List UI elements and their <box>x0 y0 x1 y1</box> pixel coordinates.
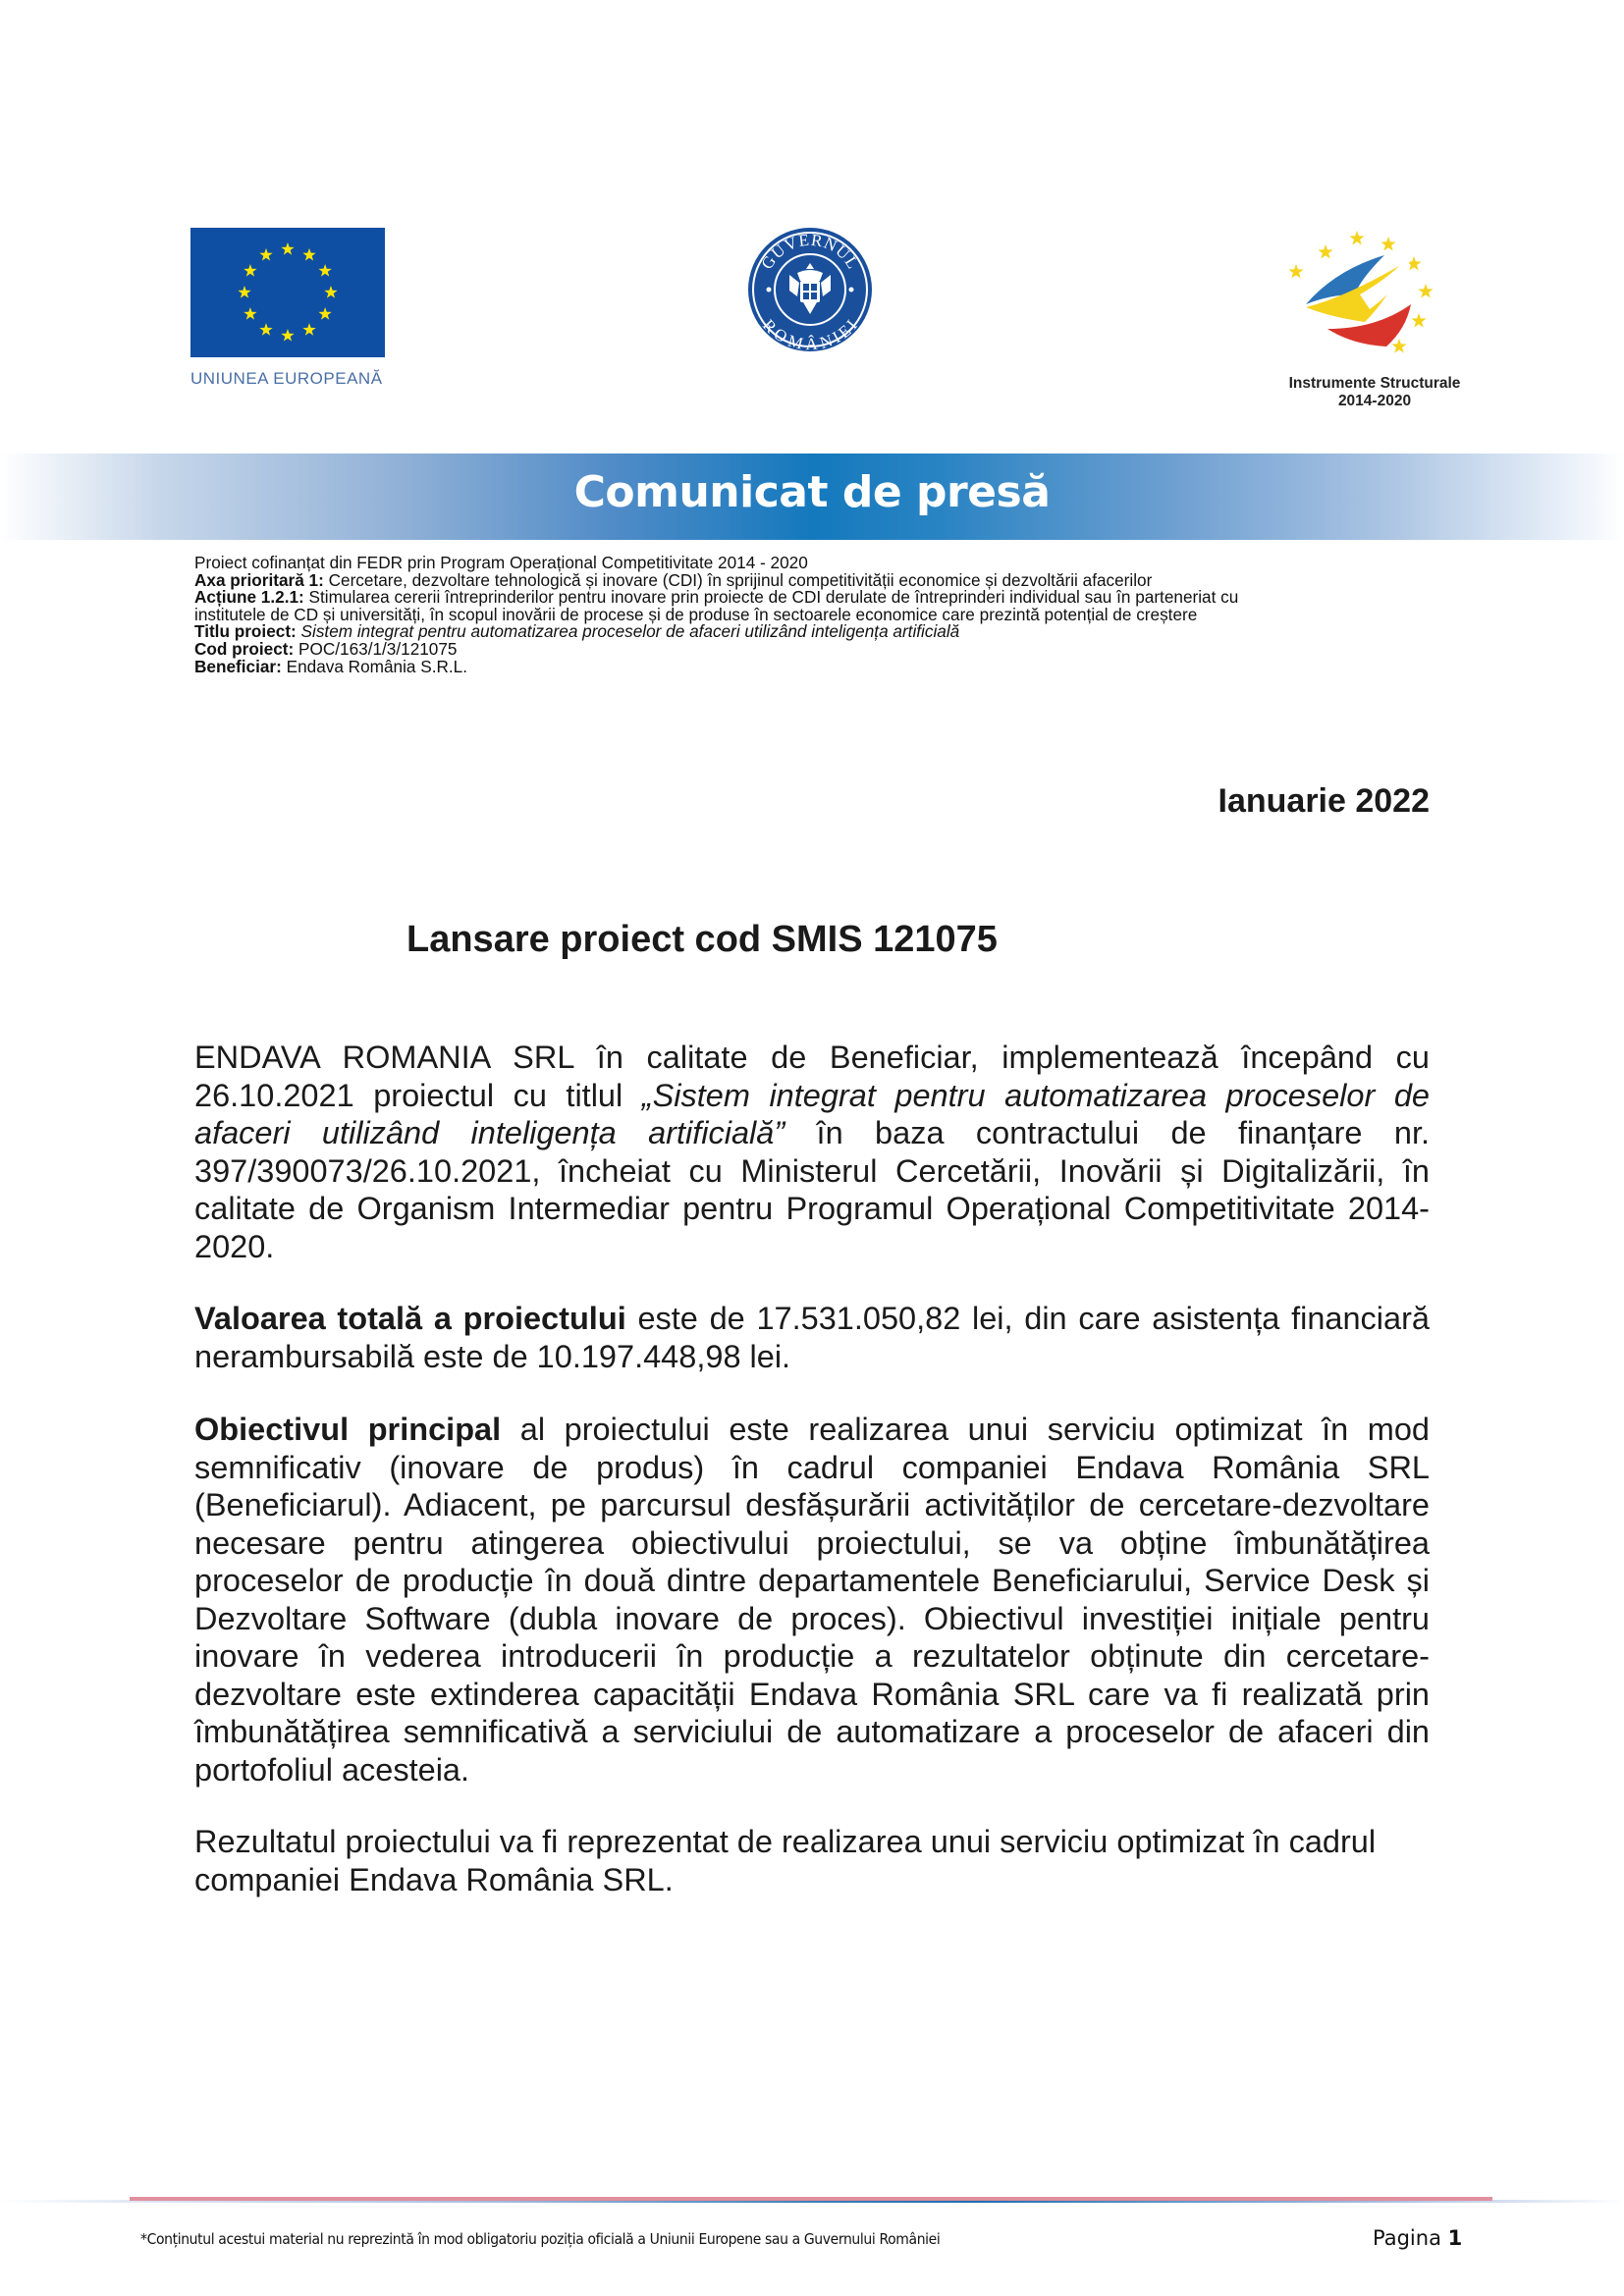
p2-text: este de 17.531.050,82 lei, din care asistența financiară nerambursabilă este de 10.197.448,98 lei. <box>194 1301 1430 1374</box>
info-action-text: Stimularea cererii întreprinderilor pentru inovare prin proiecte de CDI derulate de întreprinderi individual sau în parteneriat cu <box>303 587 1239 608</box>
p1-project-title: „Sistem integrat pentru automatizarea proceselor de afaceri utilizând inteligența artificială” <box>194 1077 1430 1150</box>
p3-text: al proiectului este realizarea unui serviciu optimizat în mod semnificativ (inovare de produs) în cadrul companiei Endava România SRL (Beneficiarul). Adiacent, pe parcursul desfășurării activităților de cercetare-dezvoltare necesare pentru atingerea obiectivului proiectului, se va obține îmbunătățirea proceselor de producție în două dintre departamentele Beneficiarului, Service Desk și Dezvoltare Software (dubla inovare de proces). Obiectivul investiției inițiale pentru inovare în vederea introducerii în producție a rezultatelor obținute din cercetare-dezvoltare este extinderea capacității Endava România SRL care va fi realizată prin îmbunătățirea semnificativă a serviciului de automatizare a proceselor de afaceri din portofoliul acesteia. <box>194 1412 1431 1788</box>
page-label: Pagina <box>1373 2226 1441 2250</box>
release-date: Ianuarie 2022 <box>1218 782 1430 820</box>
info-action-line-2: institutele de CD și universități, în scopul inovării de procese și de produse în sectoarele economice care prezintă potențial de creștere <box>194 604 1198 624</box>
footer-divider-pink <box>130 2197 1492 2201</box>
p3-bold-label: Obiectivul principal <box>194 1412 502 1447</box>
p1-text-a: ENDAVA ROMANIA SRL în calitate de Beneficiar, implementează începând cu 26.10.2021 proiectul cu titlul <box>194 1040 1430 1113</box>
document-title: Lansare proiect cod SMIS 121075 <box>406 919 998 960</box>
eu-star-icon <box>281 242 294 255</box>
eu-star-icon <box>318 307 331 320</box>
eu-flag-icon <box>190 228 385 357</box>
is-star-icon <box>1418 284 1433 297</box>
paragraph-total-value <box>194 1300 1430 1375</box>
info-action-label: Acțiune 1.2.1: <box>194 587 304 608</box>
eu-star-icon <box>259 248 272 261</box>
is-label-line1: Instrumente Structurale <box>1288 375 1461 392</box>
eu-star-icon <box>302 248 315 261</box>
gov-bottom-text: ROMÂNIEI <box>759 315 862 353</box>
structural-instruments-label <box>1267 375 1483 410</box>
paragraph-main-objective <box>194 1411 1430 1789</box>
paragraph-implementation <box>194 1039 1430 1265</box>
is-star-icon <box>1288 264 1303 278</box>
eu-star-icon <box>244 307 256 320</box>
info-title-label: Titlu proiect: <box>194 621 297 642</box>
is-star-icon <box>1411 313 1426 327</box>
p1-text-b: în baza contractului de finanțare nr. 397/390073/26.10.2021, încheiat cu Ministerul Cercetării, Inovării și Digitalizării, în calitate de Organism Intermediar pentru Programul Operațional Competitivitate 2014-2020. <box>194 1115 1431 1264</box>
eu-logo-label: UNIUNEA EUROPEANĂ <box>190 369 383 388</box>
banner-title: Comunicat de presă <box>573 467 1051 517</box>
eu-star-icon <box>318 264 331 277</box>
info-cofinancing-line: Proiect cofinanțat din FEDR prin Program Operațional Competitivitate 2014 - 2020 <box>194 553 808 572</box>
eu-star-icon <box>324 286 337 298</box>
eu-logo <box>190 228 387 389</box>
page-number <box>1373 2226 1462 2250</box>
eu-star-icon <box>244 264 256 277</box>
info-axis-label: Axa prioritară 1: <box>194 569 324 590</box>
info-beneficiary-line <box>194 656 1471 676</box>
footer-divider <box>0 2197 1624 2203</box>
eu-star-icon <box>259 323 272 336</box>
footer-disclaimer: *Conținutul acestui material nu reprezintă în mod obligatoriu poziția oficială a Uniunii Europene sau a Guvernului României <box>140 2230 941 2248</box>
info-axis-text: Cercetare, dezvoltare tehnologică și inovare (CDI) în sprijinul competitivității economice și dezvoltării afacerilor <box>323 569 1153 590</box>
structural-instruments-logo <box>1267 221 1483 410</box>
project-info <box>194 555 1471 675</box>
info-beneficiary-label: Beneficiar: <box>194 656 282 676</box>
eu-star-icon <box>281 329 294 342</box>
gov-top-text: GUVERNUL <box>757 230 863 273</box>
is-star-icon <box>1318 244 1332 258</box>
info-code-label: Cod proiect: <box>194 638 295 659</box>
press-release-banner <box>0 454 1624 540</box>
eu-star-icon <box>238 286 250 298</box>
page-number-value: 1 <box>1447 2226 1463 2250</box>
is-star-icon <box>1349 231 1364 244</box>
info-beneficiary-text: Endava România S.R.L. <box>281 656 468 676</box>
info-code-text: POC/163/1/3/121075 <box>294 638 458 659</box>
eu-star-icon <box>302 323 315 336</box>
government-logo <box>746 226 874 353</box>
is-label-line2: 2014-2020 <box>1337 393 1412 409</box>
paragraph-result: Rezultatul proiectului va fi reprezentat de realizarea unui serviciu optimizat în cadrul companiei Endava România SRL. <box>194 1824 1377 1897</box>
is-star-icon <box>1380 237 1395 250</box>
info-title-text: Sistem integrat pentru automatizarea proceselor de afaceri utilizând inteligența artificială <box>300 621 960 642</box>
p2-bold-label: Valoarea totală a proiectului <box>194 1301 626 1336</box>
is-star-icon <box>1391 339 1406 352</box>
